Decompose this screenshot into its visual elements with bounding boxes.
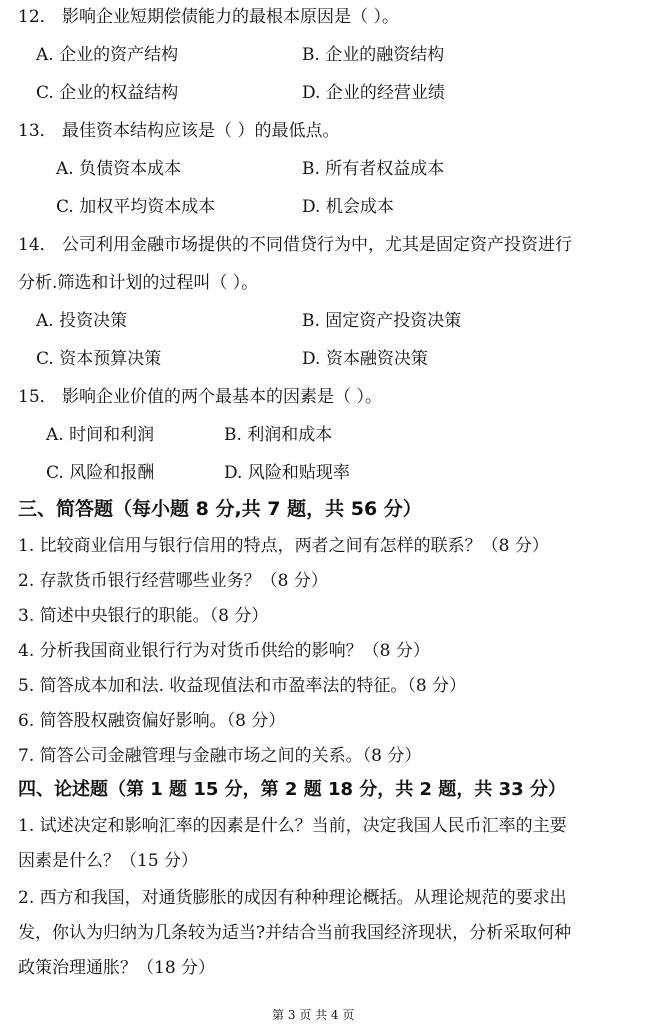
question-12-stem: 12． 影响企业短期偿债能力的最根本原因是（ ）。 [18,7,399,27]
question-15-option-d: D. 风险和贴现率 [224,463,350,483]
section-3-item-5: 5. 简答成本加和法. 收益现值法和市盈率法的特征。（8 分） [18,676,467,696]
question-14-option-c: C. 资本预算决策 [36,349,162,369]
section-3-item-6: 6. 简答股权融资偏好影响。（8 分） [18,711,286,731]
question-14-stem-line1: 14． 公司利用金融市场提供的不同借贷行为中，尤其是固定资产投资进行 [18,235,573,255]
question-14-stem-line2: 分析.筛选和计划的过程叫（ ）。 [18,273,259,293]
question-15-stem: 15． 影响企业价值的两个最基本的因素是（ ）。 [18,387,382,407]
section-4-question-1-line1: 1. 试述决定和影响汇率的因素是什么？当前，决定我国人民币汇率的主要 [18,816,567,836]
question-12-option-b: B. 企业的融资结构 [302,45,445,65]
question-13-option-b: B. 所有者权益成本 [302,159,445,179]
section-3-item-7: 7. 简答公司金融管理与金融市场之间的关系。（8 分） [18,746,422,766]
section-4-question-2-line2: 发，你认为归纳为几条较为适当?并结合当前我国经济现状，分析采取何种 [18,923,572,943]
section-3-item-4: 4. 分析我国商业银行行为对货币供给的影响？（8 分） [18,641,430,661]
question-12-option-a: A. 企业的资产结构 [36,45,179,65]
question-15-option-a: A. 时间和利润 [46,425,155,445]
section-4-heading: 四、论述题（第 1 题 15 分，第 2 题 18 分，共 2 题，共 33 分） [18,779,566,800]
question-14-option-d: D. 资本融资决策 [302,349,428,369]
question-12-option-c: C. 企业的权益结构 [36,83,179,103]
section-4-question-1-line2: 因素是什么？（15 分） [18,851,199,871]
question-13-option-d: D. 机会成本 [302,197,394,217]
question-15-option-c: C. 风险和报酬 [46,463,155,483]
section-3-item-1: 1. 比较商业信用与银行信用的特点，两者之间有怎样的联系？（8 分） [18,536,549,556]
question-13-option-c: C. 加权平均资本成本 [56,197,216,217]
section-4-question-2-line1: 2. 西方和我国，对通货膨胀的成因有种种理论概括。从理论规范的要求出 [18,888,567,908]
question-12-option-d: D. 企业的经营业绩 [302,83,445,103]
question-14-option-b: B. 固定资产投资决策 [302,311,462,331]
question-14-option-a: A. 投资决策 [36,311,128,331]
section-3-item-3: 3. 简述中央银行的职能。（8 分） [18,606,269,626]
section-3-heading: 三、简答题（每小题 8 分,共 7 题，共 56 分） [18,498,422,520]
section-4-question-2-line3: 政策治理通胀？（18 分） [18,958,216,978]
page-number-footer: 第 3 页 共 4 页 [272,1008,355,1022]
question-15-option-b: B. 利润和成本 [224,425,333,445]
question-13-stem: 13． 最佳资本结构应该是（ ）的最低点。 [18,121,340,141]
section-3-item-2: 2. 存款货币银行经营哪些业务？（8 分） [18,571,328,591]
question-13-option-a: A. 负债资本成本 [56,159,182,179]
